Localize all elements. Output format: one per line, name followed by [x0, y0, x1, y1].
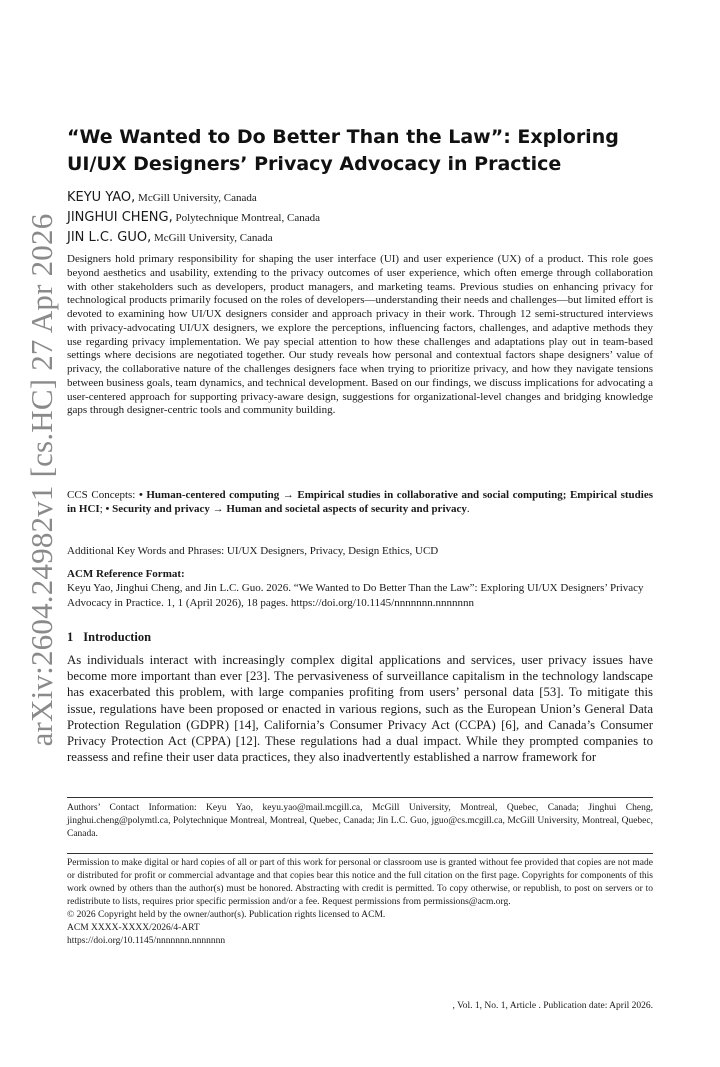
- author-contact-information: Authors’ Contact Information: Keyu Yao, keyu.yao@mail.mcgill.ca, McGill University, Montreal, Quebec, Canada; Jinghui Cheng, jinghui.cheng@polymtl.ca, Polytechnique Montreal, Montreal, Quebec, Canada; Jin L.C. Guo, jguo@cs.mcgill.ca, McGill University, Montreal, Quebec, Canada.: [67, 803, 653, 839]
- arxiv-sidebar-stamp: [20, 213, 64, 747]
- reference-format-text: Keyu Yao, Jinghui Cheng, and Jin L.C. Guo. 2026. “We Wanted to Do Better Than the Law”: Exploring UI/UX Designers’ Privacy Advocacy in Practice. 1, 1 (April 2026), 18 pages. https://doi.org/10.1145/nnnnnnn.nnnnnnn: [67, 582, 644, 609]
- acm-identifier: ACM XXXX-XXXX/2026/4-ART: [67, 923, 200, 933]
- author-list: [67, 187, 657, 247]
- paper-title: “We Wanted to Do Better Than the Law”: Exploring UI/UX Designers’ Privacy Advocacy in Practice: [67, 126, 619, 175]
- section-number: 1: [67, 630, 74, 644]
- author-name: JIN L.C. GUO,: [67, 230, 152, 245]
- ccs-label: CCS Concepts:: [67, 489, 139, 501]
- author-entry: [67, 207, 657, 227]
- author-affiliation: Polytechnique Montreal, Canada: [172, 212, 320, 224]
- author-affiliation: McGill University, Canada: [135, 192, 257, 204]
- doi-line: https://doi.org/10.1145/nnnnnnn.nnnnnnn: [67, 936, 226, 946]
- ccs-item: • Human-centered computing → Empirical studies in collaborative and social computing; Empirical studies in HCI: [67, 489, 653, 515]
- ccs-concepts: [67, 489, 653, 516]
- keywords: Additional Key Words and Phrases: UI/UX Designers, Privacy, Design Ethics, UCD: [67, 545, 439, 557]
- ccs-separator: ;: [99, 502, 106, 515]
- page-footer: , Vol. 1, No. 1, Article . Publication date: April 2026.: [452, 1001, 653, 1011]
- permission-divider: [67, 853, 653, 854]
- author-entry: [67, 187, 657, 207]
- author-entry: [67, 227, 657, 247]
- introduction-paragraph: As individuals interact with increasingly complex digital applications and services, user privacy issues have become more important than ever [23]. The pervasiveness of surveillance capitalism in the technology landscape has exacerbated this problem, with large companies profiting from users’ personal data [53]. To mitigate this issue, regulations have been proposed or enacted in various regions, such as the European Union’s General Data Protection Regulation (GDPR) [14], California’s Consumer Privacy Act (CCPA) [6], and Canada’s Consumer Privacy Protection Act (CPPA) [12]. These regulations had a dual impact. While they prompted companies to reassess and refine their user data practices, they also inadvertently established a narrow framework for: [67, 653, 653, 765]
- ccs-item: • Security and privacy → Human and societal aspects of security and privacy: [105, 502, 467, 515]
- section-heading: [67, 629, 151, 645]
- ccs-end: .: [466, 502, 470, 515]
- author-name: KEYU YAO,: [67, 190, 136, 205]
- permission-block: [67, 857, 653, 948]
- section-title: Introduction: [83, 630, 152, 644]
- author-affiliation: McGill University, Canada: [151, 232, 273, 244]
- copyright-line: © 2026 Copyright held by the owner/author(s). Publication rights licensed to ACM.: [67, 910, 386, 920]
- reference-format-heading: ACM Reference Format:: [67, 568, 185, 580]
- footnote-divider: [67, 797, 653, 798]
- author-name: JINGHUI CHENG,: [67, 210, 173, 225]
- abstract: Designers hold primary responsibility for shaping the user interface (UI) and user experience (UX) of a product. This role goes beyond aesthetics and usability, extending to the privacy outcomes of user experience, which often emerge through collaboration with other stakeholders such as developers, product managers, and marketing teams. Previous studies on enhancing privacy for technological products primarily focused on the roles of developers—understanding their needs and challenges—but limited effort is devoted to examining how UI/UX designers consider and approach privacy in their work. Through 12 semi-structured interviews with privacy-advocating UI/UX designers, we explore the perceptions, influencing factors, challenges, and adaptive methods they use regarding privacy implementation. We pay special attention to how these challenges and adaptations play out in team-based settings where decisions are negotiated together. Our study reveals how personal and contextual factors shape designers’ value of privacy, the collaborative nature of the challenges designers face when trying to prioritize privacy, and how they navigate tensions between business goals, team dynamics, and technical development. Based on our findings, we discuss implications for advocating a user-centered approach for supporting privacy-aware design, suggestions for organizational-level changes and bridging knowledge gaps through designer-centric tools and community building.: [67, 253, 653, 417]
- arxiv-identifier: arXiv:2604.24982v1 [cs.HC] 27 Apr 2026: [24, 213, 59, 747]
- permission-text: Permission to make digital or hard copies of all or part of this work for personal or classroom use is granted without fee provided that copies are not made or distributed for profit or commercial advantage and that copies bear this notice and the full citation on the first page. Copyrights for components of this work owned by others than the author(s) must be honored. Abstracting with credit is permitted. To copy otherwise, or republish, to post on servers or to redistribute to lists, requires prior specific permission and/or a fee. Request permissions from permissions@acm.org.: [67, 858, 653, 907]
